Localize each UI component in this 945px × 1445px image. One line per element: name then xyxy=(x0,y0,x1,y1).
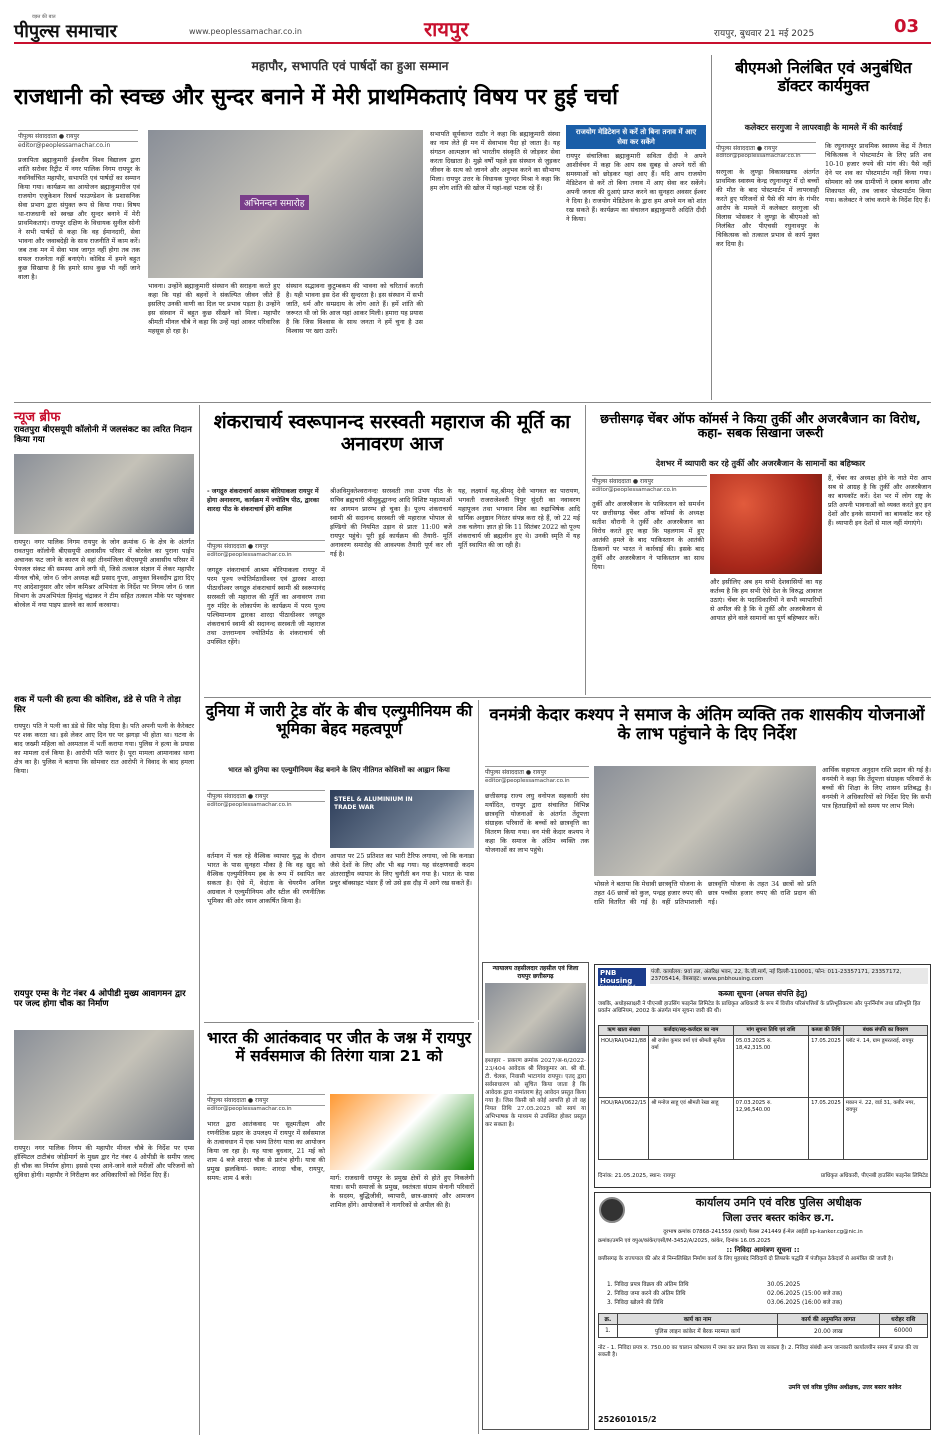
meditation-box-text: रायपुर संचालिका ब्रह्माकुमारी सविता दीदी ने अपने आशीर्वचन में कहा कि आप सब सुबह से अपने घरों की समस्याओं को छोड़कर यहां आए हैं। यदि आप राजयोग मेडिटेशन से करें तो बिना तनाव में आए सेवा कर सकेंगे। अपनी जनता की दुआएं प्राप्त करने का सुनहरा अवसर ईश्वर ने दिया है। राजयोग मेडिटेशन के द्वारा हम अपने मन को शांत रख सकते हैं। कार्यक्रम का संचालन ब्रह्माकुमारी अदिति दीदी ने किया। xyxy=(566,152,706,223)
tender-table-cell: 1. xyxy=(599,1325,618,1338)
tender-date-row xyxy=(607,1281,847,1290)
pnb-table-cell: 17.05.2025 xyxy=(809,1036,844,1098)
pnb-table-header: कब्जा की तिथि xyxy=(809,1026,844,1036)
trade-col1: वर्तमान में चल रहे वैश्विक व्यापार युद्ध के दौरान भारत के पास सुनहरा मौका है कि वह खुद को वैश्विक एल्युमीनियम हब के रूप में स्थापित कर सकता है। ऐसे में, वेदांता के चेयरमैन अनिल अग्रवाल ने एल्युमीनियम और स्टील की रणनीतिक भूमिका की ओर ध्यान आकर्षित किया है। xyxy=(207,852,325,905)
divider xyxy=(585,405,586,695)
top-story-col4: सभापति सूर्यकान्त राठौर ने कहा कि ब्रह्माकुमारी संस्था का नाम लेते ही मन में सेवाभाव पैदा हो जाता है। यह संगठन आत्मज्ञान को भारतीय संस्कृति से जोड़कर सेवा करता दिखाता है। मुझे वर्षों पहले इस संस्थान से जुड़कर जीवन के सत्य को जानने और अनुभव करने का सौभाग्य मिला। रायपुर उत्तर के विधायक पुरन्दर मिश्रा ने कहा कि हम लोग शांति की खोज में यहां-वहां भटक रहे हैं। xyxy=(430,130,560,192)
brief-headline-3: रायपुर एम्स के गेट नंबर 4 ओपीडी मुख्य आवागमन द्वार पर जल्द होगा चौक का निर्माण xyxy=(14,989,186,1009)
bmo-col2: कि रघुनाथपुर प्राथमिक स्वास्थ्य केंद्र में तैनात चिकित्सक ने पोस्टमार्टम के लिए प्रति शव 10-10 हजार रुपये की मांग की। पैसे नहीं देने पर शव का पोस्टमार्टम नहीं किया गया। सोमवार को जब ग्रामीणों ने दबाव बनाया और शिकायत की, तब जाकर पोस्टमार्टम किया गया। कलेक्टर ने जांच कराने के निर्देश दिए हैं। xyxy=(825,142,931,204)
terror-col2: मार्ग: राजधानी रायपुर के प्रमुख क्षेत्रों से होते हुए निकलेगी यात्रा। सभी समाजों के प्रमुख, स्वतंत्रता संग्राम सेनानी परिवारों के सदस्य, बुद्धिजीवी, व्यापारी, छात्र-छात्राएं और आमजन शामिल होंगे। आयोजकों ने नागरिकों से अपील की है। xyxy=(330,1174,474,1209)
trade-email: editor@peoplessamachar.co.in xyxy=(207,802,292,808)
divider xyxy=(711,55,712,400)
top-story-kicker: महापौर, सभापति एवं पार्षदों का हुआ सम्मान xyxy=(251,59,449,73)
trade-headline: दुनिया में जारी ट्रेड वॉर के बीच एल्युमीनियम की भूमिका बेहद महत्वपूर्ण xyxy=(205,702,473,738)
shankaracharya-col3: यह, लक्ष्यार्थ यह,श्रीमद् देवी भागवत का पारायण, भगवती राजराजेश्वरी त्रिपुर सुंदरी का नवावरण महापूजन तथा भगवान शिव का रुद्राभिषेक आदि धार्मिक अनुष्ठान निरंतर संपन्न करा रहे हैं, जो 22 मई तक चलेगा। ज्ञात हो कि 11 सितंबर 2022 को पूज्य शंकराचार्य जी ब्रह्मलीन हुए थे। उनकी स्मृति में यह मूर्ति स्थापित की जा रही है। xyxy=(458,487,580,549)
chamber-col2: हैं, चेंबर का अध्यक्ष होने के नाते मेरा आप सब से आग्रह है कि तुर्की और अजरबैजान का बायकॉट करें। देश भर में लोग राष्ट्र के प्रति अपनी भावनाओं को व्यक्त करते हुए इन देशों और इनके सामानों का बायकॉट कर रहे हैं। व्यापारी इन देशों से माल नहीं मंगाएंगे। xyxy=(828,474,931,527)
pnb-footer: दिनांक: 21.05.2025, स्थान: रायपुर xyxy=(598,1173,676,1179)
top-story-email: editor@peoplessamachar.co.in xyxy=(18,142,111,149)
pnb-table-row xyxy=(599,1036,928,1098)
pnb-table-cell: मकान नं. 22, वार्ड 31, कबीर नगर, रायपुर xyxy=(843,1098,927,1160)
pnb-address: पंजी. कार्यालय: 9वां तल, अंतरिक्ष भवन, 22, के.जी.मार्ग, नई दिल्ली-110001, फोन: 011-23357171, 23357172, 23705414, वेबसाइट: www.pnbhousing.com xyxy=(650,968,928,984)
terror-headline: भारत की आतंकवाद पर जीत के जश्न में रायपुर में सर्वसमाज की तिरंगा यात्रा 21 को xyxy=(206,1029,472,1065)
brief-photo-3 xyxy=(14,1030,194,1140)
terror-email: editor@peoplessamachar.co.in xyxy=(207,1106,292,1112)
top-story-col3: संस्थान सद्भावना कुटुम्बकम की भावना को चरितार्थ करती है। यही भावना इस देश की सुन्दरता है। इस संस्थान में सभी जाति, धर्म और सम्प्रदाय के लोग आते हैं। हमें शांति की जरूरत थी जो कि आज यहां आकर मिली। हमारा यह प्रयास है कि जिस विश्वास के साथ जनता ने हमें चुना है उस विश्वास पर खरा उतरें। xyxy=(286,282,423,335)
terror-col1: भारत द्वारा आतंकवाद पर सूक्ष्मतीक्ष्ण और रणनीतिक प्रहार के उपलक्ष्य में रायपुर में सर्वसमाज के तत्वावधान में एक भव्य तिरंगा यात्रा का आयोजन किया जा रहा है। यह यात्रा बुधवार, 21 मई को शाम 4 बजे शारदा चौक से प्रारंभ होगी। यात्रा की प्रमुख झलकियां- स्थान: शारदा चौक, रायपुर, समय: शाम 4 बजे। xyxy=(207,1120,325,1182)
brief-headline-1: रावतपुरा बीएसयूपी कॉलोनी में जलसंकट का त्वरित निदान किया गया xyxy=(14,425,192,445)
news-brief-label: न्यूज ब्रीफ xyxy=(14,410,61,425)
masthead xyxy=(14,14,931,44)
tender-dates xyxy=(607,1281,847,1308)
tender-table-cell: 60000 xyxy=(879,1325,927,1338)
pnb-sign: प्राधिकृत अधिकारी, पीएनबी हाउसिंग फाइनेंस लिमिटेड xyxy=(820,1173,928,1179)
top-story-col2: भावना। उन्होंने ब्रह्माकुमारी संस्थान की सराहना करते हुए कहा कि यहां की बहनों ने संकल्पित जीवन जीते हैं इसलिए उनकी वाणी का दिल पर प्रभाव पड़ता है। उन्होंने इस संस्थान में बहुत कुछ सीखने को मिला। महापौर श्रीमती मीनल चौबे ने कहा कि उन्हें यहां आकर परिवारिक महसूस हो रहा है। xyxy=(148,282,280,335)
police-emblem-icon xyxy=(599,1197,625,1223)
pnb-table-header: कर्जदार/सह-कर्जदार का नाम xyxy=(649,1026,733,1036)
terror-photo xyxy=(330,1094,474,1170)
ad-code: 252601015/2 xyxy=(598,1415,657,1424)
top-story-byline: पीपुल्स संवाददाता ● रायपुर xyxy=(18,130,138,142)
tender-table-cell: 20.00 लाख xyxy=(778,1325,879,1338)
trade-sub: भारत को दुनिया का एल्युमीनियम केंद्र बनाने के लिए नीतिगत कोशिशों का आह्वान किया xyxy=(228,766,450,774)
pnb-table-header: ऋण खाता संख्या xyxy=(599,1026,649,1036)
masthead-tagline: वक़्त की बात xyxy=(32,14,56,20)
police-sign: उमनि एवं वरिष्ठ पुलिस अधीक्षक, उत्तर बस्तर कांकेर xyxy=(788,1384,902,1391)
trade-col2: आयात पर 25 प्रतिशत का भारी टैरिफ लगाया, जो कि कनाडा जैसे देशों के लिए और भी बढ़ गया। यह संरक्षणवादी कदम अंतरराष्ट्रीय व्यापार के लिए चुनौती बन गया है। भारत के पास प्रचुर बॉक्साइट भंडार हैं जो उसे इस दौड़ में आगे रख सकते हैं। xyxy=(330,852,474,887)
court-notice-text: इश्तहार - प्रकरण क्रमांक 2027/अ-6/2022-23/404 आवेदक श्री शिवकुमार आ. श्री बी. टी. चेलक, निवासी भाटागांव रायपुर। एतद् द्वारा सर्वसाधारण को सूचित किया जाता है कि आवेदक द्वारा नामांतरण हेतु आवेदन प्रस्तुत किया गया है। जिस किसी को कोई आपत्ति हो तो वह नियत तिथि 27.05.2025 को स्वयं या अभिभाषक के माध्यम से उपस्थित होकर प्रस्तुत कर सकता है। xyxy=(485,1058,586,1128)
shankaracharya-headline: शंकराचार्य स्वरूपानन्द सरस्वती महाराज की मूर्ति का अनावरण आज xyxy=(213,411,571,455)
kashyap-photo xyxy=(594,766,816,876)
kashyap-col2: भोसले ने बताया कि मेधावी छात्रवृत्ति योजना के तहत 46 छात्रों को कुल, पन्द्रह हजार रुपए की राशि वितरित की गई है। वहीं प्रतिभाशाली छात्रवृत्ति योजना के तहत 34 छात्रों को प्रति छात्र पच्चीस हजार रुपए की राशि प्रदान की गई। xyxy=(594,880,816,906)
pnb-company: PNB Housing xyxy=(600,969,633,985)
terror-byline: पीपुल्स संवाददाता ● रायपुर xyxy=(207,1094,325,1106)
kashyap-col3: आर्थिक सहायता अनुदान राशि प्रदान की गई है। वनमंत्री ने कहा कि तेंदूपत्ता संग्राहक परिवारों के बच्चों की शिक्षा के लिए शासन प्रतिबद्ध है। वनमंत्री ने अधिकारियों को निर्देश दिए कि सभी पात्र हितग्राहियों को समय पर लाभ मिले। xyxy=(822,766,931,810)
police-title: कार्यालय उमनि एवं वरिष्ठ पुलिस अधीक्षक xyxy=(695,1196,862,1209)
tender-date-value: 02.06.2025 (15:00 बजे तक) xyxy=(767,1291,843,1297)
shankaracharya-bullet: - जगद्गुरु शंकराचार्य आश्रम बोरियाकला रायपुर में होगा अनावरण, कार्यक्रम में ज्योतिष पीठ, द्वारका शारदा पीठ के शंकराचार्य होंगे शामिल xyxy=(207,488,320,513)
trade-byline: पीपुल्स संवाददाता ● रायपुर xyxy=(207,790,325,802)
police-sub: जिला उत्तर बस्तर कांकेर छ.ग. xyxy=(722,1213,835,1224)
pnb-table-cell: 05.03.2025 रु. 18,42,315.00 xyxy=(733,1036,808,1098)
pnb-table-header: मांग सूचना तिथि एवं राशि xyxy=(733,1026,808,1036)
shankaracharya-byline: पीपुल्स संवाददाता ● रायपुर xyxy=(207,540,325,552)
kashyap-headline: वनमंत्री केदार कश्यप ने समाज के अंतिम व्यक्ति तक शासकीय योजनाओं के लाभ पहुंचाने के दिए निर्देश xyxy=(489,705,925,743)
masthead-logo: पीपुल्स समाचार xyxy=(14,21,117,42)
chamber-col3: और इसीलिए अब हम सभी देशवासियों का यह कर्तव्य है कि हम सभी ऐसे देश के विरुद्ध आवाज उठाएं। चेंबर के पदाधिकारियों ने सभी व्यापारियों से अपील की है कि वे तुर्की और अजरबैजान से आयात होने वाले सामानों का पूर्ण बहिष्कार करें। xyxy=(710,578,822,622)
police-ref: क्रमांक/उमनि एवं वपुअ/कांकेर/एसी/M-3452/A/2025, कांकेर, दिनांक 16.05.2025 xyxy=(598,1238,771,1244)
meditation-box-title: राजयोग मेडिटेशन से करें तो बिना तनाव में आए सेवा कर सकेंगे xyxy=(566,125,706,149)
page-number: 03 xyxy=(894,16,920,37)
pnb-intro: जबकि, अधोहस्ताक्षरी ने पीएनबी हाउसिंग फाइनेंस लिमिटेड के प्राधिकृत अधिकारी के रूप में वित्तीय परिसंपत्तियों के प्रतिभूतिकरण और पुनर्निर्माण तथा प्रतिभूति हित प्रवर्तन अधिनियम, 2002 के अंतर्गत मांग सूचना जारी की थी। xyxy=(598,1001,921,1014)
chamber-sub: देशभर में व्यापारी कर रहे तुर्की और अजरबैजान के सामानों का बहिष्कार xyxy=(655,459,866,468)
chamber-col1: तुर्की और अजरबैजान के पाकिस्तान को समर्थन पर छत्तीसगढ़ चेंबर ऑफ कॉमर्स के अध्यक्ष सतीश थौरानी ने तुर्की और अजरबैजान का विरोध करते हुए कहा कि पहलगाम में हुए आतंकी हमले के बाद पाकिस्तान के आतंकी ठिकानों पर भारत ने कार्रवाई की। इसके बाद तुर्की और अजरबैजान ने पाकिस्तान का साथ दिया। xyxy=(592,500,704,571)
shankaracharya-email: editor@peoplessamachar.co.in xyxy=(207,552,292,558)
tender-table-cell: पुलिस लाइन कांकेर में बैरक मरम्मत कार्य xyxy=(617,1325,777,1338)
bmo-byline: पीपुल्स संवाददाता ● रायपुर xyxy=(716,142,816,154)
top-story-col1: प्रजापिता ब्रह्माकुमारी ईश्वरीय विश्व विद्यालय द्वारा शांति सरोवर रिट्रीट में नगर पालिक निगम रायपुर के नवनिर्वाचित महापौर, सभापति एवं पार्षदों का सम्मान किया गया। कार्यक्रम का आयोजन ब्रह्माकुमारीज एवं राजयोग एजुकेशन रिसर्च फाउण्डेशन के प्रशासनिक सेवा प्रभाग द्वारा संयुक्त रूप से किया गया। विषय था-राजधानी को स्वच्छ और सुन्दर बनाने में मेरी प्राथमिकताएं। रायपुर दक्षिण के विधायक सुनील सोनी ने सभी पार्षदों से कहा कि वह ईमानदारी, सेवा भावना और जवाबदेही के साथ राजनीति में काम करें। जब तक मन में सेवा भाव जागृत नहीं होगा तब तक सफल राजनेता नहीं बनाएंगे। कोविड में हमने बहुत कुछ सिखाया है कि हमारे साथ कुछ भी नहीं जाने वाला है। xyxy=(18,156,140,281)
trade-photo-caption: STEEL & ALUMINIUM IN TRADE WAR xyxy=(334,796,413,811)
shankaracharya-col2: श्रीअविमुक्तेश्वरानन्दः सरस्वती तथा उभय पीठ के सचिव ब्रह्मचारी श्रीसुबुद्धानन्द आदि विशिष्ट महात्माओं का आगमन प्रारम्भ हो चुका है। पूज्य शंकराचार्य स्वामी श्री सदानन्द सरस्वती जी महाराज भोपाल से इण्डिगो की नियमित उड़ान से प्रातः 11:00 बजे रायपुर पहुंचे। पूरी हुई कार्यक्रम की तैयारी- मूर्ति अनावरण समारोह की आवश्यक तैयारी पूर्ण कर ली गई है। xyxy=(330,487,452,558)
top-story-headline: राजधानी को स्वच्छ और सुन्दर बनाने में मेरी प्राथमिकताएं विषय पर हुई चर्चा xyxy=(14,85,618,110)
shankaracharya-col1: जगद्गुरु शंकराचार्य आश्रम बोरियाकला रायपुर में परम पूज्य ज्योतिर्मठाधीश्वर एवं द्वारका शारदा पीठाधीश्वर जगद्गुरु शंकराचार्य स्वामी श्री स्वरूपानंद सरस्वती जी महाराज की मूर्ति का अनावरण तथा गुरु मंदिर के लोकार्पण के कार्यक्रम में परम पूज्य पश्चिमाम्नाय द्वारका शारदा पीठाधीश्वर जगद्गुरु शंकराचार्य स्वामी श्री सदानन्द सरस्वती जी महाराज तथा उत्तराम्नाय ज्योतिर्मठ के शंकराचार्य जी उपस्थित रहेंगे। xyxy=(207,566,325,646)
tender-date-row xyxy=(607,1290,847,1299)
pnb-table-header: बंधक संपत्ति का विवरण xyxy=(843,1026,927,1036)
tender-table xyxy=(598,1313,928,1338)
brief-headline-2: शक में पत्नी की हत्या की कोशिश, डंडे से पति ने तोड़ा सिर xyxy=(14,695,181,715)
brief-text-1: रायपुर। नगर पालिक निगम रायपुर के जोन क्रमांक 6 के क्षेत्र के अंतर्गत रावतपुरा कॉलोनी बीएसयूपी आवासीय परिसर में बोरवेल का पुराना पाईप अचानक फट जाने के कारण से वहां तीनमंजिला बीएसयूपी आवासीय परिसर में पेयजल संकट की समस्या आने लगी थी, जिसे तत्काल संज्ञान में लेकर महापौर मीनल चौबे, जोन 6 जोन अध्यक्ष बद्री प्रसाद गुप्ता, आयुक्त विश्वदीप द्वारा दिए गए आदेशानुसार और जोन कमिश्नर अभियंता के निर्देश पर निगम जोन 6 जल विभाग के उपअभियंता हिमांशु चंद्राकर ने टीम सहित तत्काल मौके पर पहुंचकर बोरवेल में नया पाइप डालने का कार्य करवाया। xyxy=(14,538,194,609)
pnb-table xyxy=(598,1025,928,1160)
bmo-sub: कलेक्टर सरगुजा ने लापरवाही के मामले में की कार्रवाई xyxy=(744,123,903,132)
pnb-title: कब्जा सूचना (अचल संपत्ति हेतु) xyxy=(718,989,808,998)
pnb-table-cell: HOU/RAI/0421/88 xyxy=(599,1036,649,1098)
kashyap-email: editor@peoplessamachar.co.in xyxy=(485,778,570,784)
tender-date-label: 1. निविदा प्रपत्र विक्रय की अंतिम तिथि xyxy=(607,1282,689,1288)
chamber-photo xyxy=(710,474,822,574)
chamber-byline: पीपुल्स संवाददाता ● रायपुर xyxy=(592,475,707,487)
chamber-headline: छत्तीसगढ़ चेंबर ऑफ कॉमर्स ने किया तुर्की और अजरबैजान का विरोध, कहा- सबक सिखाना जरूरी xyxy=(600,411,921,441)
pnb-table-cell: श्री मनोज साहू एवं श्रीमती रेखा साहू xyxy=(649,1098,733,1160)
court-notice-title: न्यायालय तहसीलदार तहसील एवं जिला रायपुर छत्तीसगढ़ xyxy=(492,965,579,980)
tender-title: :: निविदा आमंत्रण सूचना :: xyxy=(726,1246,800,1254)
tender-date-row xyxy=(607,1299,847,1308)
masthead-date: रायपुर, बुधवार 21 मई 2025 xyxy=(714,29,815,39)
pnb-table-cell: 07.03.2025 रु. 12,96,540.00 xyxy=(733,1098,808,1160)
tender-table-header: क्र. xyxy=(599,1314,618,1325)
pnb-table-cell: प्लॉट नं. 14, ग्राम डूमरतराई, रायपुर xyxy=(843,1036,927,1098)
divider xyxy=(204,697,931,698)
top-story-photo-caption: अभिनन्दन समारोह xyxy=(240,195,309,210)
divider xyxy=(14,402,931,403)
pnb-company-sub: Finance Limited xyxy=(600,985,636,990)
police-contact: दूरभाष क्रमांक 07868-241559 (कार्या) फैक्स 241449 ई-मेल आईडी sp-kanker.cg@nic.in xyxy=(663,1229,863,1235)
tender-date-label: 2. निविदा जमा करने की अंतिम तिथि xyxy=(607,1291,686,1297)
tender-date-value: 30.05.2025 xyxy=(767,1282,801,1288)
tender-table-header: कार्य की अनुमानित लागत xyxy=(778,1314,879,1325)
pnb-table-cell: HOU/RAI/0622/15 xyxy=(599,1098,649,1160)
masthead-website: www.peoplessamachar.co.in xyxy=(189,27,302,36)
kashyap-byline: पीपुल्स संवाददाता ● रायपुर xyxy=(485,766,589,778)
tender-table-header: धरोहर राशि xyxy=(879,1314,927,1325)
bmo-col1: सरगुजा के लुण्ड्रा विकासखण्ड अंतर्गत प्राथमिक स्वास्थ्य केन्द्र रघुनाथपुर में दो बच्चों की मौत के बाद पोस्टमार्टम में लापरवाही करते हुए परिजनों से पैसे की मांग के गंभीर आरोप के मामले में कलेक्टर सरगुजा श्री विलास भोसकर ने लुण्ड्रा के बीएमओ को निलंबित और पीएचसी रघुनाथपुर के चिकित्सक को तत्काल प्रभाव से कार्य मुक्त कर दिया है। xyxy=(716,168,819,248)
brief-text-3: रायपुर। नगर पालिक निगम की महापौर मीनल चौबे के निर्देश पर एम्स हॉस्पिटल टाटीबंध जोड़ीमार्ग के मुख्य द्वार गेट नंबर 4 ओपीडी के समीप जल्द ही चौक का निर्माण होगा। इससे एम्स आने-जाने वाले मरीजों और परिजनों को सुविधा होगी। महापौर ने निरीक्षण कर अधिकारियों को निर्देश दिए हैं। xyxy=(14,1144,194,1179)
pnb-notice xyxy=(594,964,931,1188)
divider xyxy=(478,1022,479,1434)
divider xyxy=(204,1022,474,1023)
kashyap-col1: छत्तीसगढ़ राज्य लघु वनोपज सहकारी संघ मर्यादित, रायपुर द्वारा संचालित विभिन्न छात्रवृत्ति योजनाओं के अंतर्गत तेंदूपत्ता संग्राहक परिवारों के बच्चों को छात्रवृत्ति का वितरण किया गया। वन मंत्री केदार कश्यप ने कहा कि समाज के अंतिम व्यक्ति तक योजनाओं का लाभ पहुंचे। xyxy=(485,792,589,854)
pnb-table-cell: श्री राजेश कुमार वर्मा एवं श्रीमती सुनीता वर्मा xyxy=(649,1036,733,1098)
tender-table-header: कार्य का नाम xyxy=(617,1314,777,1325)
court-notice-photo xyxy=(485,983,586,1053)
chamber-email: editor@peoplessamachar.co.in xyxy=(592,487,677,493)
section-title: रायपुर xyxy=(424,17,469,41)
bmo-headline: बीएमओ निलंबित एवं अनुबंधित डॉक्टर कार्यमुक्त xyxy=(735,59,912,95)
divider xyxy=(478,700,479,1020)
pnb-table-cell: 17.05.2025 xyxy=(809,1098,844,1160)
tender-text: छत्तीसगढ़ के राज्यपाल की ओर से निम्नलिखित निर्माण कार्य के लिए मुहरबंद निविदायें दो लिफाफे पद्धति में पंजीकृत ठेकेदारों से आमंत्रित की जाती है। xyxy=(598,1256,894,1262)
court-notice xyxy=(482,962,589,1430)
tender-date-label: 3. निविदा खोलने की तिथि xyxy=(607,1300,664,1306)
tender-note: नोट - 1. निविदा प्रपत्र रु. 750.00 का चालान कोषालय में जमा कर प्राप्त किया जा सकता है। 2. निविदा संबंधी अन्य जानकारी कार्यालयीन समय में प्राप्त की जा सकती है। xyxy=(598,1345,919,1358)
bmo-email: editor@peoplessamachar.co.in xyxy=(716,153,801,159)
brief-photo-1 xyxy=(14,454,194,534)
pnb-table-row xyxy=(599,1098,928,1160)
divider xyxy=(199,405,200,1435)
tender-date-value: 03.06.2025 (16:00 बजे तक) xyxy=(767,1300,843,1306)
brief-text-2: रायपुर। पति ने पत्नी का डंडे से सिर फोड़ दिया है। पति अपनी पत्नी के कैरेक्टर पर शक करता था। इसे लेकर आए दिन घर पर झगड़ा भी होता था। घटना के बाद जख्मी महिला को अस्पताल में भर्ती कराया गया। पुलिस ने हत्या के प्रयास का मामला दर्ज किया है। आरोपी पति फरार है। पूरा मामला आमानाका थाना क्षेत्र का है। पुलिस ने बताया कि सोमवार रात आरोपी ने विवाद के बाद हमला किया। xyxy=(14,722,194,775)
police-notice xyxy=(594,1192,931,1430)
pnb-logo xyxy=(598,968,646,990)
